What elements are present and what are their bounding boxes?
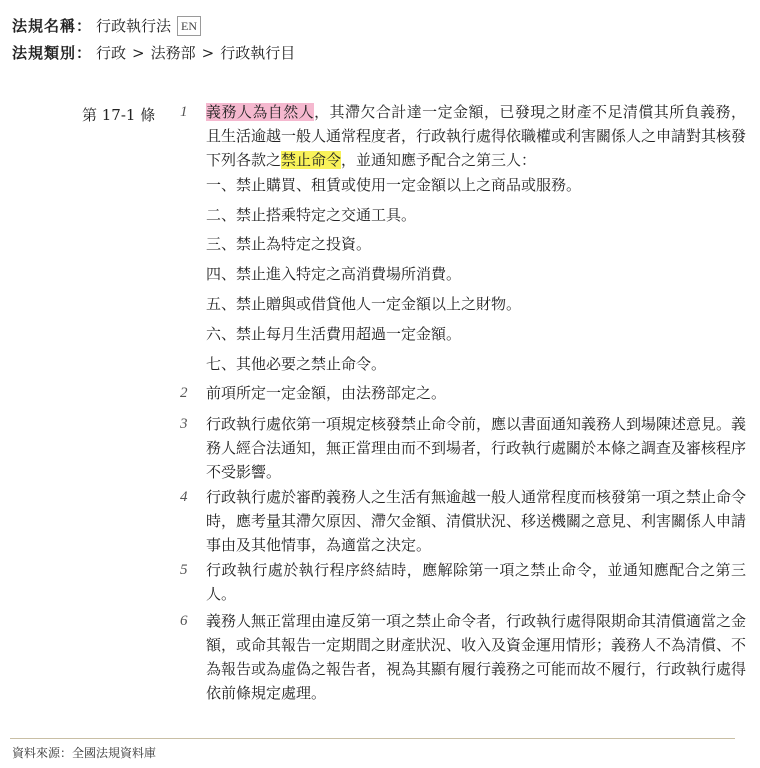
list-item: 五、禁止贈與或借貸他人一定金額以上之財物。 — [206, 295, 522, 313]
list-item: 六、禁止每月生活費用超過一定金額。 — [206, 325, 462, 343]
paragraph-text: 行政執行處依第一項規定核發禁止命令前，應以書面通知義務人到場陳述意見。義務人經合法通知，無正當理由而不到場者，行政執行處關於本條之調查及審核程序不受影響。 — [206, 415, 747, 481]
breadcrumb-separator: > — [201, 44, 215, 62]
data-source-note: 資料來源：全國法規資料庫 — [12, 746, 157, 760]
list-item: 三、禁止為特定之投資。 — [206, 235, 372, 253]
breadcrumb-item-ministry-of-justice[interactable]: 法務部 — [150, 44, 196, 62]
paragraph-text-part: ，並通知應予配合之第三人： — [341, 151, 537, 169]
footer-divider — [10, 738, 735, 739]
list-item: 一、禁止購買、租賃或使用一定金額以上之商品或服務。 — [206, 176, 582, 194]
paragraph-text: 行政執行處於審酌義務人之生活有無逾越一般人通常程度而核發第一項之禁止命令時，應考量其滯欠原因、滯欠金額、清償狀況、移送機關之意見、利害關係人申請事由及其他情事，為適當之決定。 — [206, 488, 747, 554]
breadcrumb — [96, 44, 295, 62]
law-name-row — [12, 15, 201, 37]
paragraph-text: 行政執行處於執行程序終結時，應解除第一項之禁止命令，並通知應配合之第三人。 — [206, 561, 746, 603]
paragraph-number: 1 — [180, 104, 188, 120]
law-name-label: 法規名稱： — [12, 17, 93, 35]
list-item: 二、禁止搭乘特定之交通工具。 — [206, 206, 417, 224]
paragraph-text-part: ，其滯欠合計達一定金額，已發現之財產不足清償其所負義務，且生活逾越一般人通常程度者，行政執行處得依職權或利害關係人之申請對其核發下列各款之 — [206, 103, 747, 169]
highlight-prohibition-order: 禁止命令 — [281, 151, 342, 169]
paragraph-text: 義務人無正當理由違反第一項之禁止命令者，行政執行處得限期命其清償適當之金額，或命其報告一定期間之財產狀況、收入及資金運用情形；義務人不為清償、不為報告或為虛偽之報告者，視為其顯有履行義務之可能而故不履行，行政執行處得依前條規定處理。 — [206, 612, 747, 702]
highlight-natural-person: 義務人為自然人 — [206, 103, 315, 121]
paragraph-number: 4 — [180, 489, 188, 505]
list-item: 四、禁止進入特定之高消費場所消費。 — [206, 265, 462, 283]
law-category-row — [12, 42, 295, 64]
breadcrumb-item-administration[interactable]: 行政 — [96, 44, 127, 62]
law-category-label: 法規類別： — [12, 44, 93, 62]
paragraph-number: 5 — [180, 562, 188, 578]
paragraph-number: 6 — [180, 613, 188, 629]
english-version-button[interactable]: EN — [177, 16, 201, 36]
breadcrumb-separator: > — [132, 44, 145, 62]
law-name-value: 行政執行法 — [96, 17, 172, 35]
article-number: 第 17-1 條 — [82, 106, 156, 124]
list-item: 七、其他必要之禁止命令。 — [206, 355, 387, 373]
paragraph-number: 2 — [180, 385, 188, 401]
paragraph-text — [206, 100, 746, 172]
paragraph-text: 前項所定一定金額，由法務部定之。 — [206, 384, 447, 402]
paragraph-number: 3 — [180, 416, 188, 432]
breadcrumb-item-administrative-execution[interactable]: 行政執行目 — [220, 44, 296, 62]
